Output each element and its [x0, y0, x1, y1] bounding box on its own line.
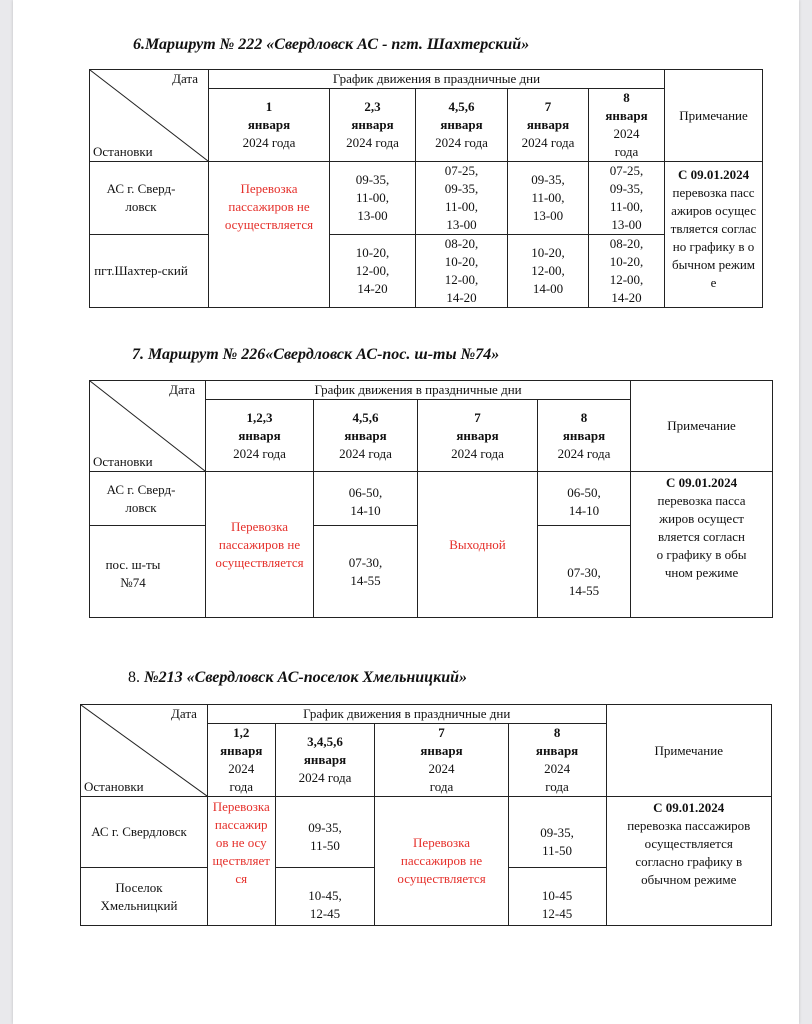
route8-day-col: 8 января 2024 года — [508, 724, 606, 797]
route8-corner-header — [81, 705, 208, 797]
route6-stop-1: АС г. Сверд-ловск — [90, 162, 209, 235]
route7-times-cell: 07-30, 14-55 — [314, 526, 418, 618]
route7-stops-label: Остановки — [93, 454, 153, 469]
route6-day-col: 4,5,6 января 2024 года — [416, 89, 508, 162]
route7-day-col: 7 января 2024 года — [418, 400, 538, 472]
route8-stop-2: Поселок Хмельницкий — [81, 868, 208, 926]
route7-stop-1: АС г. Сверд-ловск — [90, 472, 206, 526]
route6-stop-2: пгт.Шахтер-ский — [90, 235, 209, 308]
route8-no-service-day7: Перевозка пассажиров не осуществляется — [375, 797, 508, 926]
route7-times-cell: 07-30, 14-55 — [538, 526, 631, 618]
route8-times-cell: 10-45, 12-45 — [275, 868, 375, 926]
route8-times-cell: 10-45 12-45 — [508, 868, 606, 926]
route6-schedule-header: График движения в праздничные дни — [209, 70, 665, 89]
route6-no-service: Перевозка пассажиров не осуществляется — [209, 162, 330, 308]
route7-stop-2: пос. ш-ты №74 — [90, 526, 206, 618]
route6-times-cell: 07-25, 09-35, 11-00, 13-00 — [589, 162, 665, 235]
route8-times-cell: 09-35, 11-50 — [275, 797, 375, 868]
route6-note-header: Примечание — [665, 70, 763, 162]
route6-times-cell: 10-20, 12-00, 14-00 — [508, 235, 589, 308]
route7-day-col: 4,5,6 января 2024 года — [314, 400, 418, 472]
route8-title-num: 8. — [128, 669, 140, 686]
route8-day-col: 7 января 2024 года — [375, 724, 508, 797]
route6-day-col: 7 января 2024 года — [508, 89, 589, 162]
route6-times-cell: 08-20, 10-20, 12-00, 14-20 — [589, 235, 665, 308]
route8-date-label: Дата — [171, 706, 197, 721]
route6-times-cell: 08-20, 10-20, 12-00, 14-20 — [416, 235, 508, 308]
route8-table — [80, 704, 772, 926]
document-page — [13, 0, 799, 1024]
route8-day-col: 1,2 января 2024 года — [207, 724, 275, 797]
route7-note: С 09.01.2024 перевозка пассажиров осуществляется согласно графику в обычном режиме — [631, 472, 773, 618]
route6-table — [89, 69, 763, 308]
route6-times-cell: 07-25, 09-35, 11-00, 13-00 — [416, 162, 508, 235]
route7-title-num: 7. — [132, 346, 144, 363]
route8-day-col: 3,4,5,6 января 2024 года — [275, 724, 375, 797]
route7-no-service: Перевозка пассажиров не осуществляется — [206, 472, 314, 618]
route8-stops-label: Остановки — [84, 779, 144, 794]
route8-schedule-header: График движения в праздничные дни — [207, 705, 606, 724]
route8-times-cell: 09-35, 11-50 — [508, 797, 606, 868]
route6-times-cell: 09-35, 11-00, 13-00 — [330, 162, 416, 235]
route6-note: С 09.01.2024 перевозка пассажиров осуществляется согласно графику в обычном режиме — [665, 162, 763, 308]
route8-note-header: Примечание — [606, 705, 772, 797]
route6-times-cell: 10-20, 12-00, 14-20 — [330, 235, 416, 308]
route6-corner-header — [90, 70, 209, 162]
route6-title-num: 6. — [133, 36, 145, 53]
route7-day-off: Выходной — [418, 472, 538, 618]
route7-schedule-header: График движения в праздничные дни — [206, 381, 631, 400]
route6-day-col: 8 января 2024 года — [589, 89, 665, 162]
route8-stop-1: АС г. Свердловск — [81, 797, 208, 868]
route8-title-text: №213 «Свердловск АС-поселок Хмельницкий» — [144, 669, 467, 686]
route7-table — [89, 380, 773, 618]
route7-note-header: Примечание — [631, 381, 773, 472]
route6-stops-label: Остановки — [93, 144, 153, 159]
route6-day-col: 1 января 2024 года — [209, 89, 330, 162]
route6-day-col: 2,3 января 2024 года — [330, 89, 416, 162]
route6-times-cell: 09-35, 11-00, 13-00 — [508, 162, 589, 235]
route8-no-service-day1: Перевозка пассажиров не осуществляется — [207, 797, 275, 926]
route8-note: С 09.01.2024 перевозка пассажиров осуществляется согласно графику в обычном режиме — [606, 797, 772, 926]
route7-title — [13, 346, 812, 364]
route6-date-label: Дата — [172, 71, 198, 86]
route7-corner-header — [90, 381, 206, 472]
route6-title — [13, 36, 812, 54]
route7-title-text: Маршрут № 226«Свердловск АС-пос. ш-ты №74» — [148, 346, 500, 363]
route8-title — [13, 669, 812, 687]
route6-title-text: Маршрут № 222 «Свердловск АС - пгт. Шахтерский» — [145, 36, 530, 53]
route7-date-label: Дата — [169, 382, 195, 397]
route7-times-cell: 06-50, 14-10 — [538, 472, 631, 526]
route7-day-col: 8 января 2024 года — [538, 400, 631, 472]
route7-times-cell: 06-50, 14-10 — [314, 472, 418, 526]
route7-day-col: 1,2,3 января 2024 года — [206, 400, 314, 472]
